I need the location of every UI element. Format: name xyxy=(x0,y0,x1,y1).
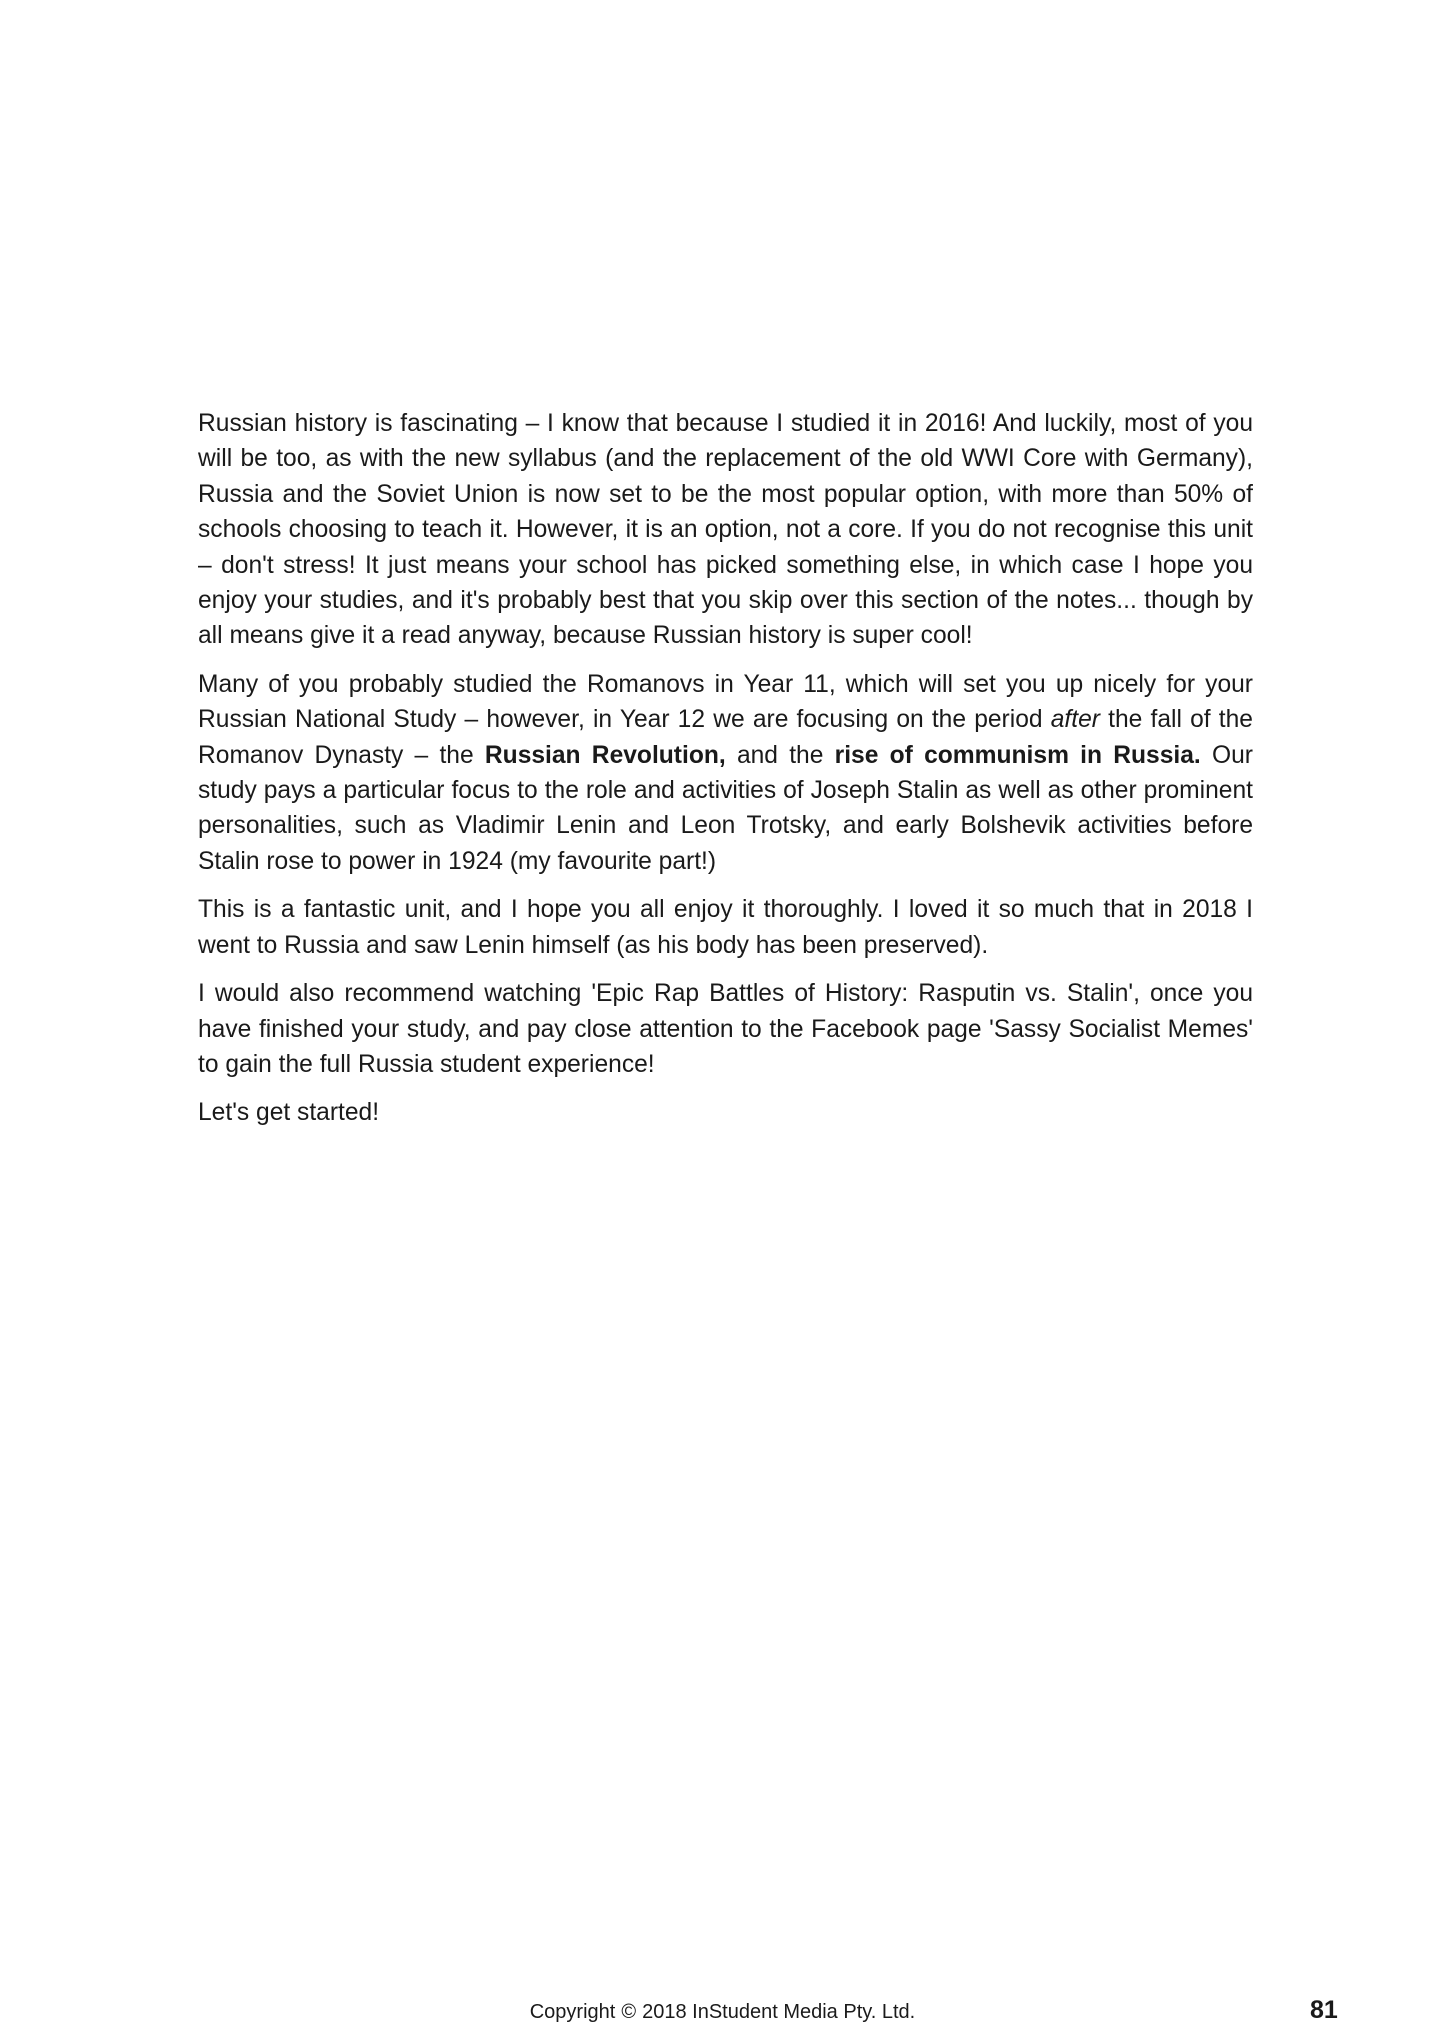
enjoy-unit-paragraph: This is a fantastic unit, and I hope you all enjoy it thoroughly. I loved it so much that in 2018 I went to Russia and saw Lenin himself (as his body has been preserved). xyxy=(198,896,1253,959)
study-focus-text-a: Many of you probably studied the Romanovs in Year 11, which will set you up nicely for your Russian National Study – however, in Year 12 we are focusing on the period xyxy=(198,670,1253,734)
study-focus-paragraph xyxy=(198,667,1253,879)
copyright-word: Copyright xyxy=(529,2001,616,2023)
intro-paragraph: Russian history is fascinating – I know that because I studied it in 2016! And luckily, most of you will be too, as with the new syllabus (and the replacement of the old WWI Core with Germany), Russia and the Soviet Union is now set to be the most popular option, with more than 50% of schools choosing to teach it. However, it is an option, not a core. If you do not recognise this unit – don't stress! It just means your school has picked something else, in which case I hope you enjoy your studies, and it's probably best that you skip over this section of the notes... though by all means give it a read anyway, because Russian history is super cool! xyxy=(198,410,1253,650)
study-focus-text-g: Our study pays a particular focus to the role and activities of Joseph Stalin as well as other prominent personalities, such as Vladimir Lenin and Leon Trotsky, and early Bolshevik activities before Stalin rose to power in 1924 (my favourite part!) xyxy=(198,741,1253,875)
copyright-symbol: © xyxy=(621,2001,637,2023)
emphasis-russian-revolution: Russian Revolution, xyxy=(484,741,726,769)
emphasis-rise-of-communism: rise of communism in Russia. xyxy=(834,741,1201,769)
main-text xyxy=(198,406,1253,1144)
study-focus-text-c: the fall of the Romanov Dynasty – the xyxy=(198,706,1253,769)
copyright-footer xyxy=(0,2000,1445,2024)
copyright-holder: 2018 InStudent Media Pty. Ltd. xyxy=(642,2001,916,2023)
closing-line: Let's get started! xyxy=(198,1099,380,1127)
study-focus-text-e: and the xyxy=(725,741,835,769)
emphasis-after: after xyxy=(1050,706,1100,734)
page-number: 81 xyxy=(1310,1996,1338,2024)
recommendation-paragraph: I would also recommend watching 'Epic Rap Battles of History: Rasputin vs. Stalin', once you have finished your study, and pay close attention to the Facebook page 'Sassy Socialist Memes' to gain the full Russia student experience! xyxy=(198,980,1253,1078)
